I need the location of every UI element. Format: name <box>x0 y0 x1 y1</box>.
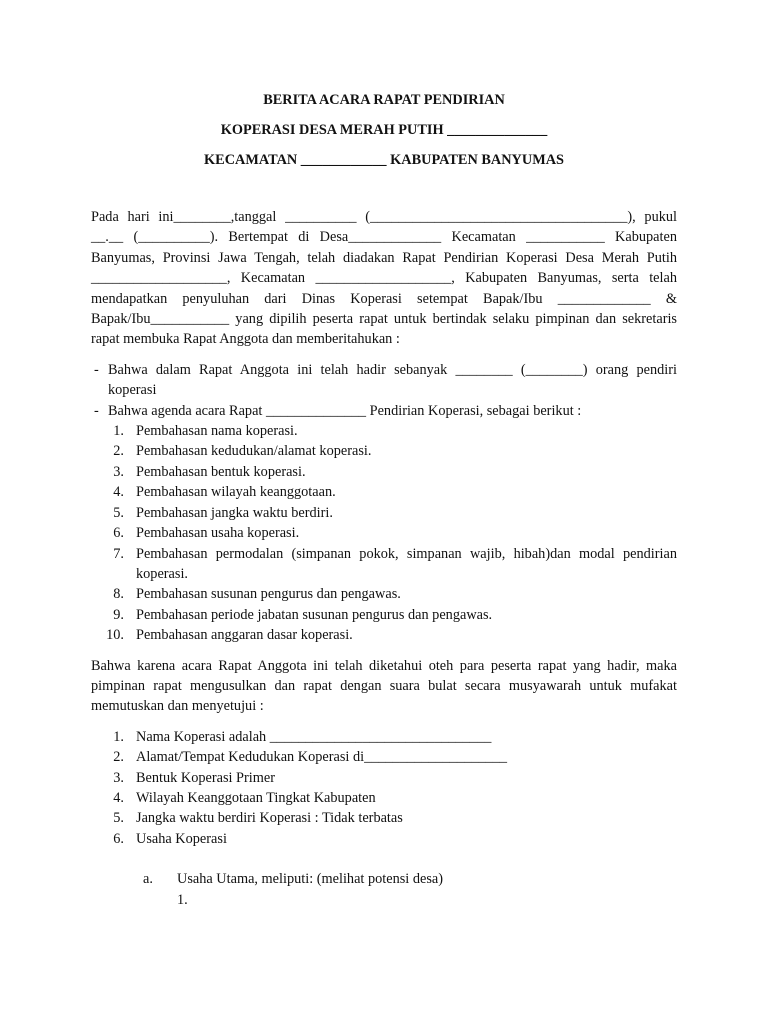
bullet-dash: - <box>94 361 99 378</box>
list-item <box>91 421 677 441</box>
bullet-text: Bahwa dalam Rapat Anggota ini telah hadir sebanyak ________ (________) orang pendiri koperasi <box>108 361 677 399</box>
list-text: Pembahasan periode jabatan susunan pengurus dan pengawas. <box>136 606 493 623</box>
list-number: 7. <box>113 545 124 562</box>
list-number: 5. <box>113 810 124 827</box>
sub-item-text: Usaha Utama, meliputi: (melihat potensi desa) <box>177 871 444 888</box>
doc-title-line-3: KECAMATAN ____________ KABUPATEN BANYUMAS <box>204 152 564 168</box>
document-page <box>91 90 677 910</box>
list-item <box>91 808 677 828</box>
list-number: 9. <box>113 606 124 623</box>
list-number: 2. <box>113 443 124 460</box>
list-text: Pembahasan anggaran dasar koperasi. <box>136 627 353 644</box>
list-text: Alamat/Tempat Kedudukan Koperasi di____________________ <box>136 749 508 766</box>
list-item <box>91 727 677 747</box>
sub-item-letter: a. <box>143 871 153 888</box>
bullet-item-attendance <box>91 360 677 401</box>
list-text: Usaha Koperasi <box>136 830 227 847</box>
list-number: 2. <box>113 749 124 766</box>
intro-paragraph: Pada hari ini________,tanggal __________ (____________________________________), pukul __.__ (__________). Bertempat di Desa_____________ Kecamatan ___________ Kabupaten Banyumas, Provinsi Jawa Tengah, telah diadakan Rapat Pendirian Koperasi Desa Merah Putih ___________________, Kecamatan ___________________, Kabupaten Banyumas, serta telah mendapatkan penyuluhan dari Dinas Koperasi setempat Bapak/Ibu _____________ & Bapak/Ibu___________ yang dipilih peserta rapat untuk bertindak selaku pimpinan dan sekretaris rapat membuka Rapat Anggota dan memberitahukan : <box>91 209 677 348</box>
decision-list <box>91 727 677 849</box>
list-number: 6. <box>113 830 124 847</box>
bullet-item-agenda <box>91 401 677 421</box>
list-item <box>91 625 677 645</box>
list-text: Jangka waktu berdiri Koperasi : Tidak terbatas <box>136 810 403 827</box>
list-item <box>91 788 677 808</box>
list-item <box>91 768 677 788</box>
list-text: Pembahasan bentuk koperasi. <box>136 463 306 480</box>
list-item <box>91 544 677 585</box>
list-number: 10. <box>106 627 124 644</box>
list-text: Pembahasan wilayah keanggotaan. <box>136 484 336 501</box>
list-text: Pembahasan usaha koperasi. <box>136 525 300 542</box>
list-text: Pembahasan jangka waktu berdiri. <box>136 504 333 521</box>
list-text: Pembahasan susunan pengurus dan pengawas. <box>136 586 401 603</box>
list-number: 5. <box>113 504 124 521</box>
bullet-dash: - <box>94 402 99 419</box>
list-number: 1. <box>113 728 124 745</box>
list-number: 1. <box>113 423 124 440</box>
list-text: Wilayah Keanggotaan Tingkat Kabupaten <box>136 789 376 806</box>
list-item <box>91 441 677 461</box>
list-text: Pembahasan permodalan (simpanan pokok, simpanan wajib, hibah)dan modal pendirian koperasi. <box>136 545 677 582</box>
list-number: 3. <box>113 463 124 480</box>
list-item <box>91 503 677 523</box>
list-number: 8. <box>113 586 124 603</box>
list-text: Bentuk Koperasi Primer <box>136 769 275 786</box>
list-item <box>91 605 677 625</box>
list-number: 3. <box>113 769 124 786</box>
bullet-list <box>91 360 677 421</box>
list-number: 4. <box>113 484 124 501</box>
agenda-list <box>91 421 677 645</box>
list-item <box>91 482 677 502</box>
list-text: Pembahasan nama koperasi. <box>136 423 298 440</box>
bullet-text: Bahwa agenda acara Rapat ______________ Pendirian Koperasi, sebagai berikut : <box>108 402 582 419</box>
list-text: Nama Koperasi adalah _______________________________ <box>136 728 492 745</box>
list-number: 6. <box>113 525 124 542</box>
list-text: Pembahasan kedudukan/alamat koperasi. <box>136 443 372 460</box>
list-item <box>91 462 677 482</box>
list-item <box>91 747 677 767</box>
list-number: 4. <box>113 789 124 806</box>
sub-item-main-business <box>91 869 677 910</box>
list-item <box>91 829 677 849</box>
list-item <box>91 584 677 604</box>
decision-paragraph: Bahwa karena acara Rapat Anggota ini telah diketahui oteh para peserta rapat yang hadir, maka pimpinan rapat mengusulkan dan rapat dengan suara bulat secara musyawarah untuk mufakat memutuskan dan menyetujui : <box>91 657 677 715</box>
doc-title-line-2: KOPERASI DESA MERAH PUTIH ______________ <box>220 122 548 138</box>
list-item <box>91 523 677 543</box>
sub-item-first-entry: 1. <box>177 891 188 908</box>
doc-title-line-1: BERITA ACARA RAPAT PENDIRIAN <box>263 92 505 108</box>
